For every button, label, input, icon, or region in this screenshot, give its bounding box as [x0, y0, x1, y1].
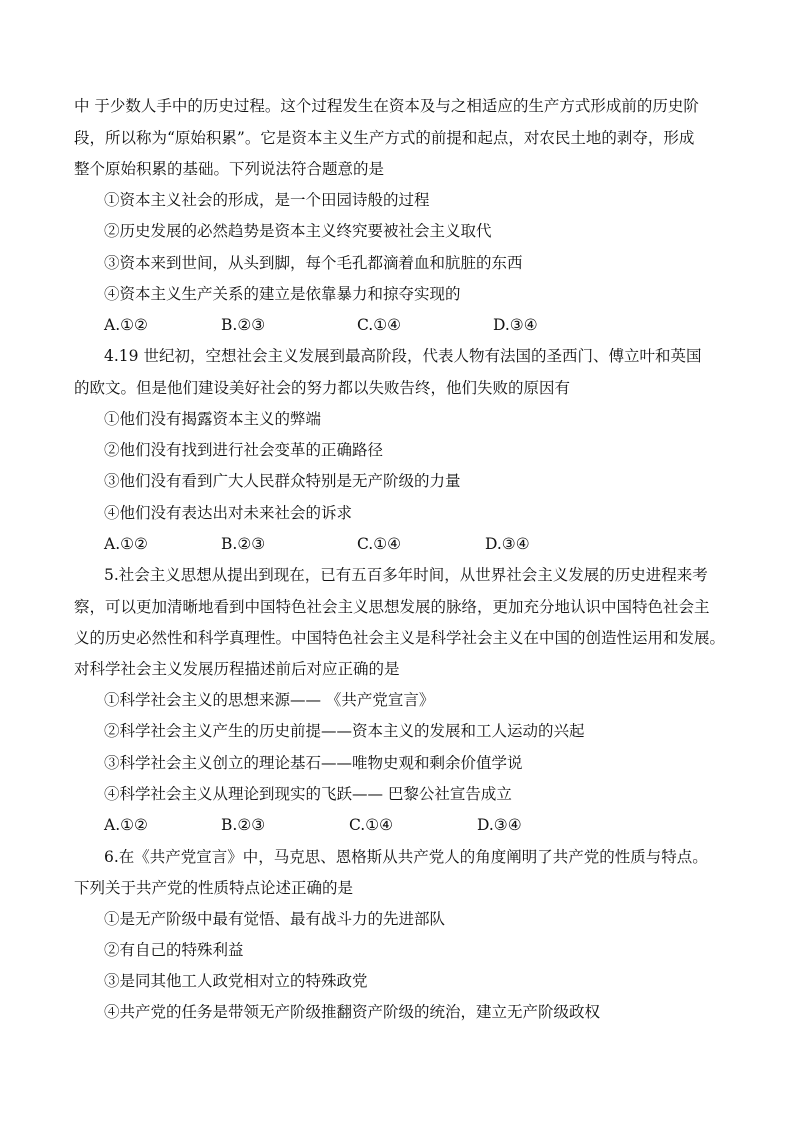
question-5-text-line-3: 义的历史必然性和科学真理性。中国特色社会主义是科学社会主义在中国的创造性运用和发展。 [74, 629, 726, 647]
question-5-option-d: D.③④ [477, 816, 522, 834]
question-5-option-a: A.①② [104, 816, 148, 834]
question-4-options [104, 533, 704, 555]
question-6-item-1: ①是无产阶级中最有觉悟、最有战斗力的先进部队 [104, 910, 446, 928]
question-4-text-line-1: 4.19 世纪初，空想社会主义发展到最高阶段，代表人物有法国的圣西门、傅立叶和英国 [104, 347, 702, 365]
question-4-item-2: ②他们没有找到进行社会变革的正确路径 [104, 441, 384, 459]
question-4-item-3: ③他们没有看到广大人民群众特别是无产阶级的力量 [104, 472, 461, 490]
question-5-option-b: B.②③ [221, 816, 266, 834]
question-3-item-3: ③资本来到世间，从头到脚，每个毛孔都滴着血和肮脏的东西 [104, 254, 523, 272]
question-3-options [104, 314, 704, 336]
question-5-item-3: ③科学社会主义创立的理论基石——唯物史观和剩余价值学说 [104, 754, 523, 772]
question-4-text-line-2: 的欧文。但是他们建设美好社会的努力都以失败告终，他们失败的原因有 [74, 379, 571, 397]
question-5-text-line-4: 对科学社会主义发展历程描述前后对应正确的是 [74, 660, 400, 678]
question-4-item-1: ①他们没有揭露资本主义的弊端 [104, 410, 322, 428]
question-5-item-1: ①科学社会主义的思想来源—— 《共产党宣言》 [104, 691, 435, 709]
question-6-item-3: ③是同其他工人政党相对立的特殊政党 [104, 972, 368, 990]
question-3-text-line-2: 段，所以称为“原始积累”。它是资本主义生产方式的前提和起点，对农民土地的剥夺，形成 [74, 129, 695, 147]
question-5-item-2: ②科学社会主义产生的历史前提——资本主义的发展和工人运动的兴起 [104, 722, 585, 740]
question-3-option-a: A.①② [104, 316, 148, 334]
question-3-item-4: ④资本主义生产关系的建立是依靠暴力和掠夺实现的 [104, 285, 461, 303]
question-6-text-line-1: 6.在《共产党宣言》中，马克思、恩格斯从共产党人的角度阐明了共产党的性质与特点。 [104, 848, 708, 866]
question-5-text-line-2: 察，可以更加清晰地看到中国特色社会主义思想发展的脉络，更加充分地认识中国特色社会主 [74, 598, 710, 616]
question-3-option-b: B.②③ [221, 316, 266, 334]
question-4-option-b: B.②③ [221, 535, 266, 553]
question-3-item-1: ①资本主义社会的形成，是一个田园诗般的过程 [104, 191, 430, 209]
question-3-option-d: D.③④ [493, 316, 538, 334]
question-3-text-line-1: 中 于少数人手中的历史过程。这个过程发生在资本及与之相适应的生产方式形成前的历史阶 [74, 97, 699, 115]
question-4-item-4: ④他们没有表达出对未来社会的诉求 [104, 504, 353, 522]
question-5-text-line-1: 5.社会主义思想从提出到现在，已有五百多年时间，从世界社会主义发展的历史进程来考 [104, 566, 708, 584]
question-5-options [104, 814, 704, 836]
question-3-text-line-3: 整个原始积累的基础。下列说法符合题意的是 [74, 160, 385, 178]
question-5-option-c: C.①④ [349, 816, 394, 834]
question-5-item-4: ④科学社会主义从理论到现实的飞跃—— 巴黎公社宣告成立 [104, 785, 512, 803]
question-4-option-c: C.①④ [357, 535, 402, 553]
question-6-item-2: ②有自己的特殊利益 [104, 941, 244, 959]
question-6-text-line-2: 下列关于共产党的性质特点论述正确的是 [74, 879, 354, 897]
question-4-option-a: A.①② [104, 535, 148, 553]
question-6-item-4: ④共产党的任务是带领无产阶级推翻资产阶级的统治，建立无产阶级政权 [104, 1003, 601, 1021]
question-3-option-c: C.①④ [357, 316, 402, 334]
question-3-item-2: ②历史发展的必然趋势是资本主义终究要被社会主义取代 [104, 222, 492, 240]
question-4-option-d: D.③④ [485, 535, 530, 553]
